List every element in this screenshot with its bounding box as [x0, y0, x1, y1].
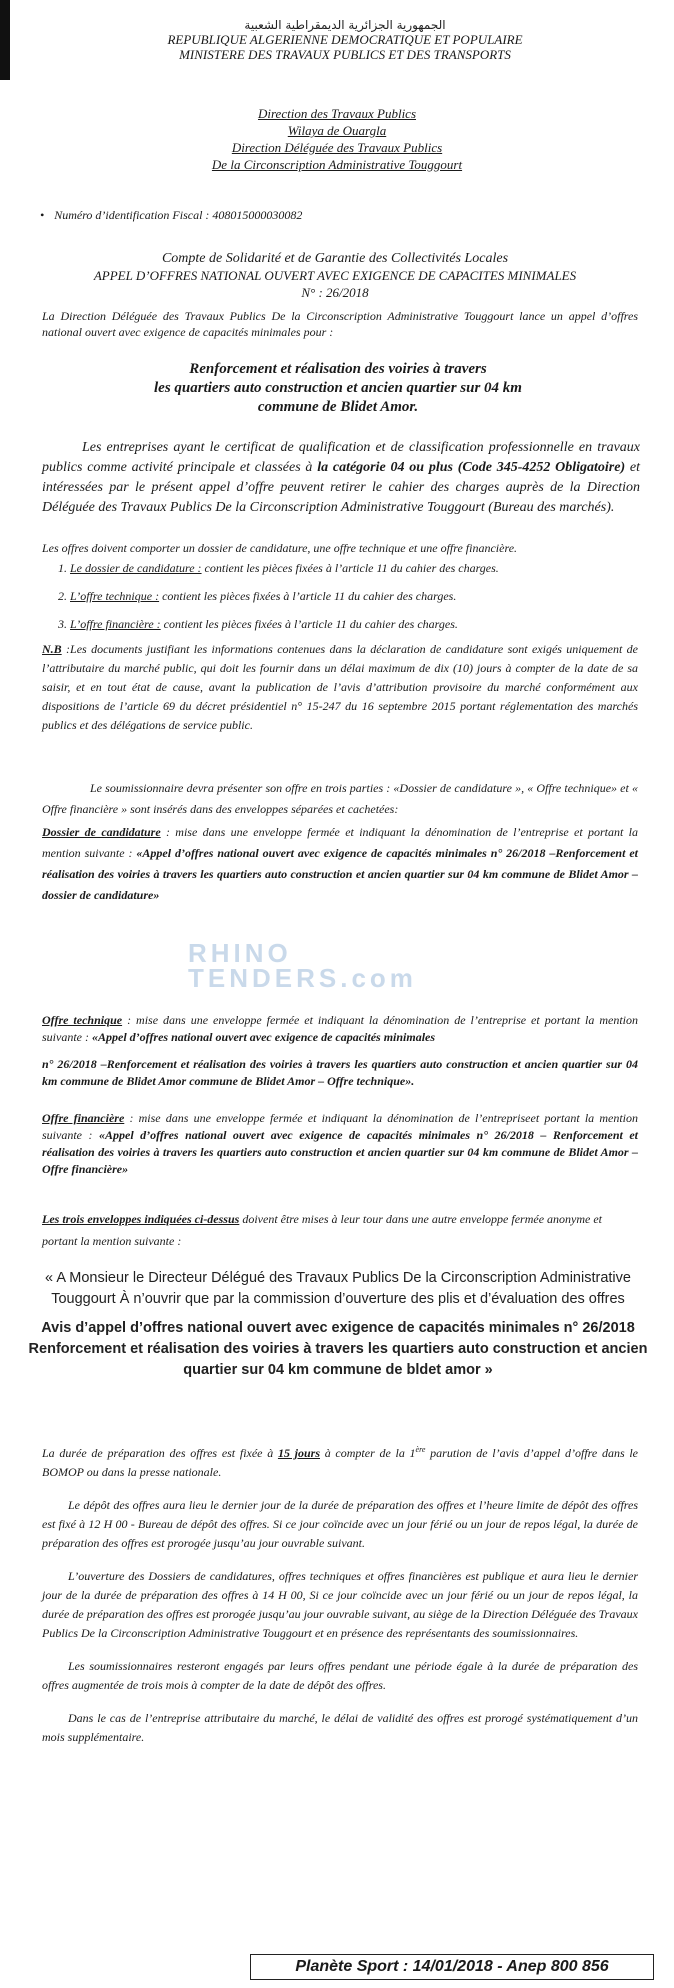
- envelope-mention: «Appel d’offres national ouvert avec exigence de capacités minimales: [92, 1030, 436, 1044]
- envelope-technique: [42, 1012, 638, 1090]
- offers-lead: Les offres doivent comporter un dossier de candidature, une offre technique et une offre financière.: [42, 541, 518, 555]
- header: [40, 18, 650, 62]
- fiscal-id-text: Numéro d’identification Fiscal : 408015000030082: [54, 208, 303, 222]
- watermark-logo: [188, 938, 488, 994]
- deadlines-section: [42, 1440, 638, 1761]
- offers-section: [42, 540, 638, 644]
- deadline-days: 15 jours: [277, 1446, 320, 1460]
- eligibility-paragraph: [42, 438, 640, 518]
- watermark-line: RHINO: [188, 938, 292, 968]
- fund-title: Compte de Solidarité et de Garantie des Collectivités Locales: [161, 251, 509, 266]
- outer-envelope-label: Les trois enveloppes indiquées ci-dessus: [42, 1212, 240, 1226]
- intro-paragraph: La Direction Déléguée des Travaux Publics De la Circonscription Administrative Touggourt lance un appel d’offres national ouvert avec exigence de capacités minimales pour :: [42, 309, 638, 339]
- submission-paragraph: [42, 778, 638, 820]
- direction-line: Direction Déléguée des Travaux Publics: [231, 140, 443, 155]
- publication-footer: Planète Sport : 14/01/2018 - Anep 800 856: [250, 1954, 654, 1980]
- tender-title: APPEL D’OFFRES NATIONAL OUVERT AVEC EXIGENCE DE CAPACITES MINIMALES: [93, 268, 577, 283]
- validity-paragraph: Les soumissionnaires resteront engagés par leurs offres pendant une période égale à la durée de préparation des offres augmentée de trois mois à compter de la date de dépôt des offres.: [42, 1659, 638, 1692]
- extension-paragraph: Dans le cas de l’entreprise attributaire du marché, le délai de validité des offres est prorogé systématiquement d’un mois supplémentaire.: [42, 1711, 638, 1744]
- title-block: [30, 250, 640, 301]
- envelope-dossier: [42, 822, 638, 906]
- envelope-mention: «Appel d’offres national ouvert avec exigence de capacités minimales n° 26/2018 – Renforcement et réalisation des voiries à travers les quartiers auto construction et ancien quartier sur 04 km commune de Blidet Amor – Offre financière»: [42, 1128, 638, 1176]
- scan-edge: [0, 0, 10, 80]
- ministry-title: MINISTERE DES TRAVAUX PUBLICS ET DES TRANSPORTS: [179, 47, 511, 62]
- direction-line: Direction des Travaux Publics: [257, 106, 417, 121]
- envelope-label: Offre financière: [42, 1111, 125, 1125]
- list-item: [70, 560, 638, 576]
- object-line: Renforcement et réalisation des voiries à travers: [189, 361, 487, 377]
- envelope-text: : mise dans une enveloppe fermée et indiquant la dénomination de l’entrepriseet portant la mention suivante :: [42, 1111, 638, 1142]
- fiscal-id: [40, 208, 302, 223]
- list-item: [70, 588, 638, 604]
- outer-envelope-text: doivent être mises à leur tour dans une autre enveloppe fermée anonyme et portant la mention suivante :: [42, 1212, 603, 1248]
- envelope-text: : mise dans une enveloppe fermée et indiquant la dénomination de l’entreprise et portant la mention suivante :: [42, 1013, 638, 1044]
- envelope-label: Dossier de candidature: [42, 825, 161, 839]
- deadline-text: parution de l’avis d’appel d’offre dans le BOMOP ou dans la presse nationale.: [42, 1446, 638, 1479]
- item-label: L’offre technique :: [70, 589, 160, 603]
- envelope-text: : mise dans une enveloppe fermée et indiquant la dénomination de l’entreprise et portant la mention suivante :: [42, 825, 639, 860]
- item-text: contient les pièces fixées à l’article 11 du cahier des charges.: [201, 561, 499, 575]
- eligibility-text: et intéressées par le présent appel d’offre peuvent retirer le cahier des charges auprès de la Direction Déléguée des Travaux Publics De la Circonscription Administrative Touggourt (Bureau des marchés).: [42, 460, 640, 515]
- envelope-financiere: [42, 1110, 638, 1178]
- deposit-paragraph: Le dépôt des offres aura lieu le dernier jour de la durée de préparation des offres et l’heure limite de dépôt des offres est fixé à 12 H 00 - Bureau de dépôt des offres. Si ce jour coïncide avec un jour férié ou un jour de repos légal, la durée de préparation des offres est prorogée jusqu’au jour ouvrable suivant.: [42, 1498, 638, 1550]
- direction-block: [0, 105, 674, 173]
- item-label: L’offre financière :: [70, 617, 161, 631]
- envelope-label: Offre technique: [42, 1013, 123, 1027]
- item-label: Le dossier de candidature :: [70, 561, 202, 575]
- address-mention: Avis d’appel d’offres national ouvert avec exigence de capacités minimales n° 26/2018 Renforcement et réalisation des voiries à travers les quartiers auto construction et ancien quartier sur 04 km commune de bldet amor »: [28, 1320, 648, 1378]
- direction-line: Wilaya de Ouargla: [287, 123, 387, 138]
- envelope-mention: n° 26/2018 –Renforcement et réalisation des voiries à travers les quartiers auto construction et ancien quartier sur 04 km commune de Blidet Amor commune de Blidet Amor – Offre technique».: [42, 1057, 638, 1088]
- address-block: [28, 1268, 648, 1381]
- opening-paragraph: L’ouverture des Dossiers de candidatures, offres techniques et offres financières est publique et aura lieu le dernier jour de la durée de préparation des offres à 14 H 00, Si ce jour coïncide avec un jour férié ou un jour de repos légal, la durée de préparation des offres est prorogée jusqu’au jour ouvrable suivant, au siège de la Direction Déléguée des Travaux Publics De la Circonscription Administrative Touggourt et en présence des représentants des soumissionnaires.: [42, 1569, 638, 1640]
- object-line: les quartiers auto construction et ancien quartier sur 04 km: [154, 380, 522, 396]
- object-line: commune de Blidet Amor.: [257, 399, 419, 415]
- nb-paragraph: [42, 640, 638, 735]
- deadline-paragraph: [42, 1440, 638, 1482]
- direction-line: De la Circonscription Administrative Touggourt: [211, 157, 463, 172]
- outer-envelope-paragraph: [42, 1208, 638, 1252]
- address-line: « A Monsieur le Directeur Délégué des Travaux Publics De la Circonscription Administrative Touggourt À n’ouvrir que par la commission d’ouverture des plis et d’évaluation des offres: [45, 1270, 631, 1307]
- envelope-mention: «Appel d’offres national ouvert avec exigence de capacités minimales n° 26/2018 –Renforcement et réalisation des voiries à travers les quartiers auto construction et ancien quartier sur 04 km commune de Blidet Amor – dossier de candidature»: [42, 846, 638, 902]
- nb-text: :Les documents justifiant les informations contenues dans la déclaration de candidature sont exigés uniquement de l’attributaire du marché public, qui doit les fournir dans un délai maximum de dix (10) jours à compter de la date de sa saisir, et en tout état de cause, avant la publication de l’avis d’attribution provisoire du marché conformément aux dispositions de l’article 69 du décret présidentiel n° 15-247 du 16 septembre 2015 portant réglementation des marchés publics et des délégations de service public.: [42, 642, 638, 732]
- superscript: ère: [415, 1445, 426, 1454]
- item-text: contient les pièces fixées à l’article 11 du cahier des charges.: [160, 617, 458, 631]
- republic-title: REPUBLIQUE ALGERIENNE DEMOCRATIQUE ET POPULAIRE: [167, 32, 523, 47]
- deadline-text: La durée de préparation des offres est fixée à: [42, 1446, 278, 1460]
- watermark-line: TENDERS.com: [188, 963, 417, 993]
- category-requirement: la catégorie 04 ou plus (Code 345-4252 Obligatoire): [317, 460, 626, 475]
- project-object: [60, 360, 616, 417]
- nb-label: N.B: [42, 642, 62, 656]
- deadline-text: à compter de la 1: [320, 1446, 416, 1460]
- list-item: [70, 616, 638, 632]
- offers-list: [42, 560, 638, 632]
- submission-text: Le soumissionnaire devra présenter son offre en trois parties : «Dossier de candidature », « Offre technique» et « Offre financière » sont insérés dans des enveloppes séparées et cachetées:: [42, 781, 638, 816]
- arabic-title: الجمهورية الجزائرية الديمقراطية الشعبية: [244, 18, 446, 32]
- bullet-icon: •: [40, 208, 45, 222]
- eligibility-text: Les entreprises ayant le certificat de qualification et de classification professionnelle en travaux publics comme activité principale et classées à: [42, 440, 640, 475]
- item-text: contient les pièces fixées à l’article 11 du cahier des charges.: [159, 589, 457, 603]
- tender-number: N° : 26/2018: [301, 285, 369, 300]
